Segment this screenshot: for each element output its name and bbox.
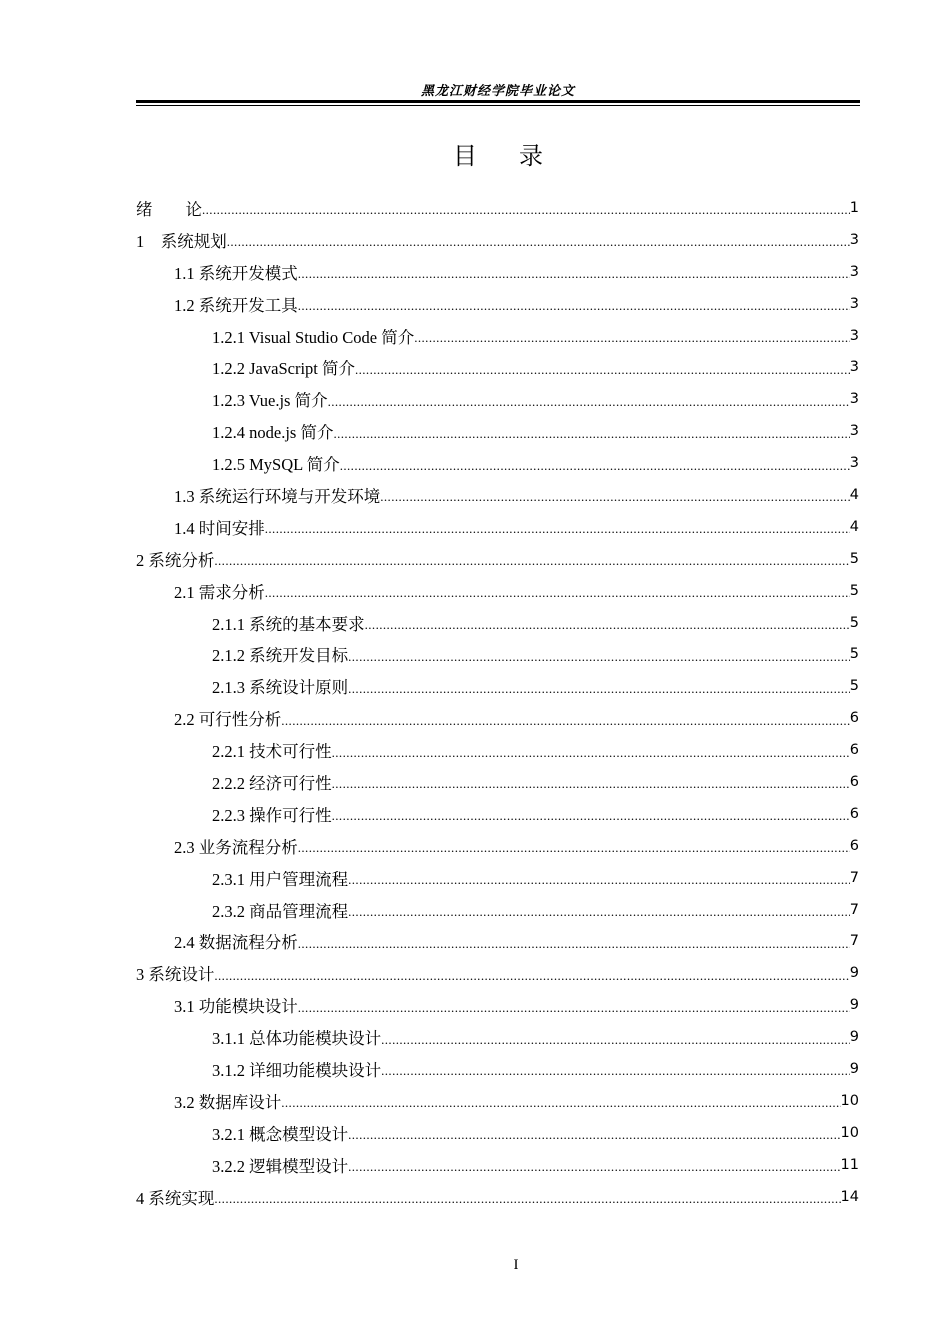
toc-entry[interactable] xyxy=(136,447,859,479)
toc-entry[interactable] xyxy=(136,607,859,639)
toc-entry-title: 3.1.2 详细功能模块设计 xyxy=(212,1060,382,1080)
toc-entry[interactable] xyxy=(136,638,859,670)
toc-entry-title: 2.2 可行性分析 xyxy=(174,710,282,730)
toc-entry[interactable] xyxy=(136,670,859,702)
toc-entry-page: 6 xyxy=(849,805,859,822)
table-of-contents xyxy=(136,192,859,1213)
toc-entry-page: 3 xyxy=(849,359,859,376)
toc-dot-leader xyxy=(214,1192,840,1205)
toc-entry-page: 6 xyxy=(849,742,859,759)
toc-entry[interactable] xyxy=(136,957,859,989)
toc-entry-page: 6 xyxy=(849,837,859,854)
toc-entry-page: 10 xyxy=(840,1092,859,1109)
toc-entry-title: 1.2.4 node.js 简介 xyxy=(212,423,334,443)
header-rule-thin xyxy=(136,105,860,106)
toc-entry-page: 7 xyxy=(849,901,859,918)
toc-entry-title: 3.2.1 概念模型设计 xyxy=(212,1124,349,1144)
toc-entry[interactable] xyxy=(136,224,859,256)
toc-entry-title: 1.2 系统开发工具 xyxy=(174,295,298,315)
toc-entry-page: 3 xyxy=(849,295,859,312)
toc-entry-title: 绪 论 xyxy=(136,199,202,219)
toc-entry[interactable] xyxy=(136,894,859,926)
toc-entry-title: 1.4 时间安排 xyxy=(174,518,265,538)
toc-entry-page: 4 xyxy=(849,486,859,503)
toc-dot-leader xyxy=(381,1033,850,1046)
toc-entry[interactable] xyxy=(136,1181,859,1213)
toc-entry-page: 6 xyxy=(849,710,859,727)
toc-dot-leader xyxy=(365,618,850,631)
toc-dot-leader xyxy=(348,1128,840,1141)
toc-entry[interactable] xyxy=(136,256,859,288)
toc-entry-title: 2 系统分析 xyxy=(136,550,215,570)
toc-entry-title: 2.1 需求分析 xyxy=(174,582,265,602)
toc-entry-title: 3.1 功能模块设计 xyxy=(174,997,298,1017)
toc-entry-page: 6 xyxy=(849,773,859,790)
toc-entry[interactable] xyxy=(136,798,859,830)
toc-entry[interactable] xyxy=(136,830,859,862)
toc-entry-page: 3 xyxy=(849,455,859,472)
toc-dot-leader xyxy=(414,331,850,344)
toc-dot-leader xyxy=(332,777,850,790)
toc-entry[interactable] xyxy=(136,1053,859,1085)
toc-entry-title: 2.3.2 商品管理流程 xyxy=(212,901,349,921)
toc-entry-title: 1.2.2 JavaScript 简介 xyxy=(212,359,355,379)
toc-entry-page: 9 xyxy=(849,997,859,1014)
toc-entry-title: 2.1.2 系统开发目标 xyxy=(212,646,349,666)
toc-entry-page: 5 xyxy=(849,550,859,567)
toc-entry-title: 1 系统规划 xyxy=(136,231,227,251)
toc-dot-leader xyxy=(380,490,850,503)
toc-entry-title: 3.2.2 逻辑模型设计 xyxy=(212,1156,349,1176)
toc-entry-page: 3 xyxy=(849,231,859,248)
toc-entry[interactable] xyxy=(136,511,859,543)
toc-dot-leader xyxy=(355,363,850,376)
page-number: I xyxy=(513,1257,519,1273)
toc-dot-leader xyxy=(348,682,850,695)
toc-entry-page: 7 xyxy=(849,869,859,886)
toc-entry-title: 1.1 系统开发模式 xyxy=(174,263,298,283)
toc-entry-title: 1.2.1 Visual Studio Code 简介 xyxy=(212,327,415,347)
toc-dot-leader xyxy=(332,746,850,759)
toc-entry-title: 3.1.1 总体功能模块设计 xyxy=(212,1029,382,1049)
toc-dot-leader xyxy=(214,554,849,567)
toc-dot-leader xyxy=(340,459,850,472)
toc-entry-title: 3 系统设计 xyxy=(136,965,215,985)
toc-dot-leader xyxy=(348,905,850,918)
toc-entry-title: 2.2.1 技术可行性 xyxy=(212,742,332,762)
toc-entry-page: 3 xyxy=(849,391,859,408)
toc-dot-leader xyxy=(298,267,850,280)
toc-entry-title: 2.2.2 经济可行性 xyxy=(212,773,332,793)
toc-entry-title: 2.2.3 操作可行性 xyxy=(212,805,332,825)
toc-entry-title: 1.2.5 MySQL 简介 xyxy=(212,455,340,475)
toc-entry-title: 2.3.1 用户管理流程 xyxy=(212,869,349,889)
toc-entry-page: 9 xyxy=(849,965,859,982)
toc-entry[interactable] xyxy=(136,1117,859,1149)
toc-dot-leader xyxy=(227,235,850,248)
toc-entry[interactable] xyxy=(136,989,859,1021)
toc-entry-page: 1 xyxy=(849,199,859,216)
toc-dot-leader xyxy=(298,841,850,854)
toc-entry-title: 2.3 业务流程分析 xyxy=(174,837,298,857)
toc-entry-page: 3 xyxy=(849,327,859,344)
toc-entry-page: 3 xyxy=(849,263,859,280)
toc-entry-page: 10 xyxy=(840,1124,859,1141)
toc-dot-leader xyxy=(298,299,850,312)
toc-entry[interactable] xyxy=(136,383,859,415)
toc-entry-page: 5 xyxy=(849,614,859,631)
toc-entry[interactable] xyxy=(136,766,859,798)
toc-dot-leader xyxy=(202,203,850,216)
toc-entry[interactable] xyxy=(136,543,859,575)
toc-dot-leader xyxy=(281,714,850,727)
toc-dot-leader xyxy=(298,1001,850,1014)
toc-dot-leader xyxy=(298,937,850,950)
toc-entry-page: 14 xyxy=(840,1188,859,1205)
toc-entry-page: 7 xyxy=(849,933,859,950)
running-header: 黑龙江财经学院毕业论文 xyxy=(420,83,575,98)
toc-entry[interactable] xyxy=(136,192,859,224)
toc-entry-title: 3.2 数据库设计 xyxy=(174,1092,282,1112)
toc-entry[interactable] xyxy=(136,1085,859,1117)
toc-entry[interactable] xyxy=(136,734,859,766)
toc-entry-page: 9 xyxy=(849,1029,859,1046)
toc-entry[interactable] xyxy=(136,288,859,320)
toc-entry-title: 1.3 系统运行环境与开发环境 xyxy=(174,486,381,506)
toc-entry-page: 5 xyxy=(849,678,859,695)
toc-dot-leader xyxy=(348,1160,840,1173)
toc-entry-title: 2.1.1 系统的基本要求 xyxy=(212,614,365,634)
toc-dot-leader xyxy=(348,650,850,663)
toc-dot-leader xyxy=(328,395,850,408)
toc-dot-leader xyxy=(281,1096,840,1109)
toc-entry-title: 2.4 数据流程分析 xyxy=(174,933,298,953)
toc-dot-leader xyxy=(332,809,850,822)
toc-dot-leader xyxy=(333,427,849,440)
page-title: 目录 xyxy=(453,142,585,170)
toc-entry-page: 11 xyxy=(840,1156,859,1173)
toc-entry-title: 1.2.3 Vue.js 简介 xyxy=(212,391,328,411)
toc-entry-title: 2.1.3 系统设计原则 xyxy=(212,678,349,698)
toc-entry[interactable] xyxy=(136,320,859,352)
toc-dot-leader xyxy=(265,586,850,599)
toc-entry[interactable] xyxy=(136,575,859,607)
toc-entry-page: 3 xyxy=(849,423,859,440)
toc-entry-title: 4 系统实现 xyxy=(136,1188,215,1208)
toc-entry[interactable] xyxy=(136,925,859,957)
toc-dot-leader xyxy=(214,969,849,982)
toc-entry-page: 4 xyxy=(849,518,859,535)
toc-entry-page: 5 xyxy=(849,646,859,663)
toc-dot-leader xyxy=(265,522,850,535)
toc-entry-page: 5 xyxy=(849,582,859,599)
toc-entry[interactable] xyxy=(136,1021,859,1053)
toc-dot-leader xyxy=(381,1064,850,1077)
toc-entry[interactable] xyxy=(136,351,859,383)
toc-dot-leader xyxy=(348,873,850,886)
toc-entry[interactable] xyxy=(136,862,859,894)
header-rule-thick xyxy=(136,100,860,103)
toc-entry[interactable] xyxy=(136,415,859,447)
toc-entry[interactable] xyxy=(136,702,859,734)
toc-entry[interactable] xyxy=(136,479,859,511)
toc-entry[interactable] xyxy=(136,1149,859,1181)
toc-entry-page: 9 xyxy=(849,1060,859,1077)
